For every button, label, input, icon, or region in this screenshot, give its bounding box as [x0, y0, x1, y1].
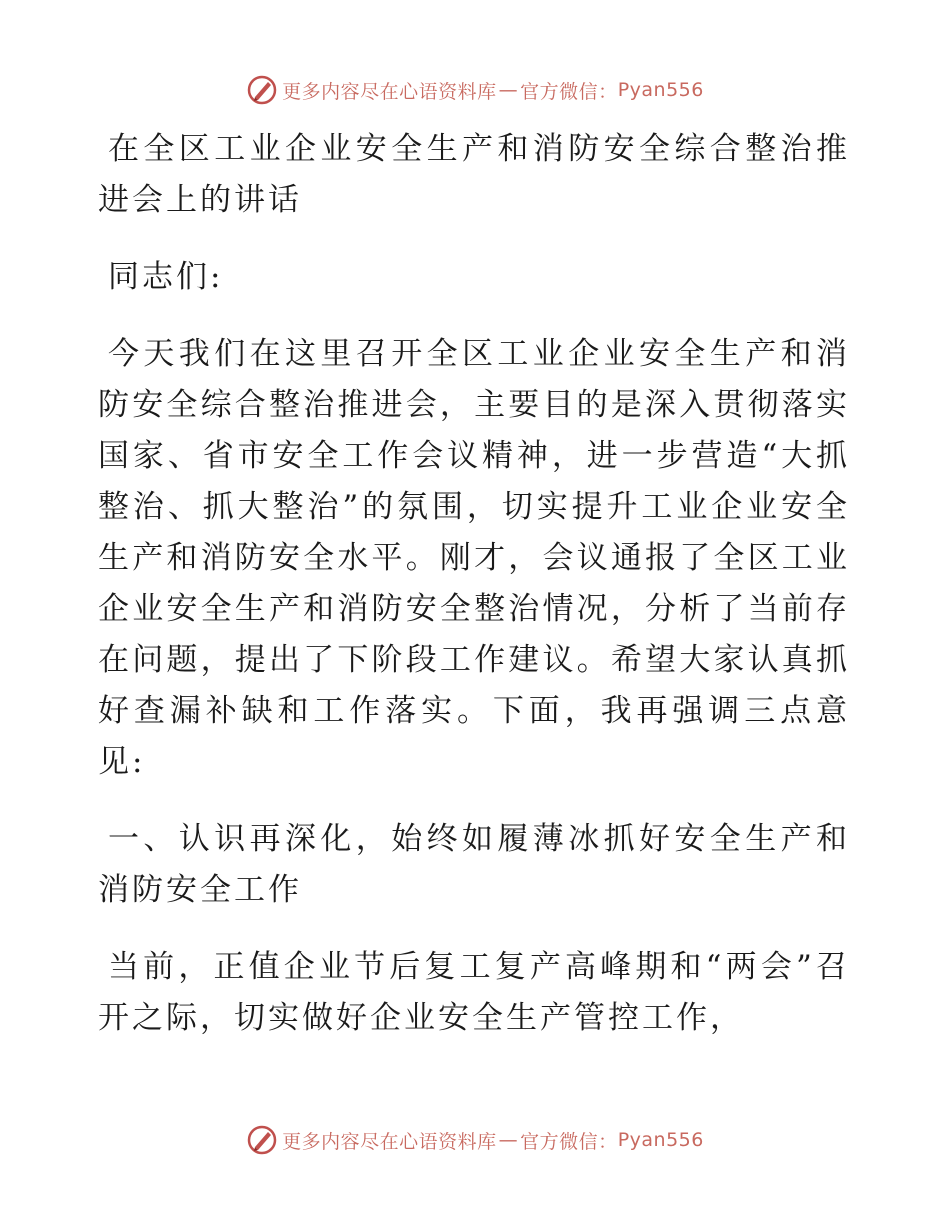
watermark-dash: —	[498, 1129, 519, 1151]
watermark-contact-label: 官方微信：	[520, 1130, 618, 1153]
paragraph-intro: 今天我们在这里召开全区工业企业安全生产和消防安全综合整治推进会，主要目的是深入贯彻落实国家、省市安全工作会议精神，进一步营造“大抓整治、抓大整治”的氛围，切实提升工业企业安全生产和消防安全水平。刚才，会议通报了全区工业企业安全生产和消防安全整治情况，分析了当前存在问题，提出了下阶段工作建议。希望大家认真抓好查漏补缺和工作落实。下面，我再强调三点意见:	[98, 336, 850, 780]
document-title: 在全区工业企业安全生产和消防安全综合整治推进会上的讲话	[98, 131, 850, 218]
watermark-site-text: 更多内容尽在心语资料库	[282, 1130, 497, 1153]
watermark-site-text: 更多内容尽在心语资料库	[282, 80, 497, 103]
watermark-contact-id: Pyan556	[617, 1129, 704, 1151]
header-watermark	[0, 74, 950, 106]
document-body	[98, 124, 850, 1070]
watermark-contact-id: Pyan556	[617, 79, 704, 101]
watermark-contact-label: 官方微信：	[520, 80, 618, 103]
salutation: 同志们:	[108, 259, 224, 295]
section-heading-one: 一、认识再深化，始终如履薄冰抓好安全生产和消防安全工作	[98, 821, 850, 908]
paragraph-current: 当前，正值企业节后复工复产高峰期和“两会”召开之际，切实做好企业安全生产管控工作，	[98, 949, 850, 1036]
footer-watermark	[0, 1124, 950, 1156]
watermark-dash: —	[498, 79, 519, 101]
pen-logo-icon	[246, 74, 278, 106]
pen-logo-icon	[246, 1124, 278, 1156]
